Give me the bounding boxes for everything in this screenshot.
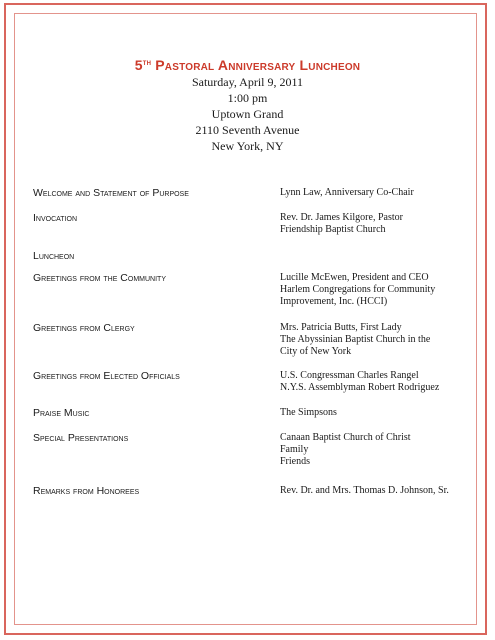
program-item-participants (280, 212, 470, 236)
program-item-participants (280, 370, 470, 394)
participant-line: Lynn Law, Anniversary Co-Chair (280, 187, 414, 198)
participant-line: City of New York (280, 346, 352, 357)
participant-line: Lucille McEwen, President and CEO (280, 272, 429, 283)
event-venue: Uptown Grand (211, 107, 284, 121)
participant-line: U.S. Congressman Charles Rangel (280, 370, 419, 381)
program-item-label: Welcome and Statement of Purpose (33, 187, 189, 199)
event-street: 2110 Seventh Avenue (195, 123, 300, 137)
program-item-participants (280, 272, 470, 308)
participant-line: Canaan Baptist Church of Christ (280, 432, 411, 443)
participant-line: N.Y.S. Assemblyman Robert Rodriguez (280, 382, 440, 393)
program-item-participants (280, 187, 470, 199)
program-item-label: Praise Music (33, 407, 90, 419)
participant-line: Family (280, 444, 309, 455)
title-ordinal-suffix: th (142, 58, 152, 67)
program-item-label: Greetings from the Community (33, 272, 166, 284)
program-item-label: Special Presentations (33, 432, 129, 444)
participant-line: Friendship Baptist Church (280, 224, 386, 235)
participant-line: Rev. Dr. and Mrs. Thomas D. Johnson, Sr. (280, 485, 449, 496)
program-item-label: Luncheon (33, 250, 75, 262)
participant-line: Rev. Dr. James Kilgore, Pastor (280, 212, 403, 223)
title-ordinal: 5 (134, 57, 143, 73)
program-item-label: Greetings from Elected Officials (33, 370, 180, 382)
program-item-participants (280, 432, 470, 468)
program-item-label: Remarks from Honorees (33, 485, 140, 497)
participant-line: The Simpsons (280, 407, 337, 418)
participant-line: The Abyssinian Baptist Church in the (280, 334, 431, 345)
title-text: Pastoral Anniversary Luncheon (151, 57, 361, 73)
program-item-participants (280, 407, 470, 419)
program-item-participants (280, 322, 470, 358)
program-item-label: Greetings from Clergy (33, 322, 135, 334)
participant-line: Mrs. Patricia Butts, First Lady (280, 322, 402, 333)
program-item-participants (280, 485, 470, 497)
participant-line: Improvement, Inc. (HCCI) (280, 296, 388, 307)
participant-line: Friends (280, 456, 310, 467)
event-date: Saturday, April 9, 2011 (191, 75, 304, 89)
event-city: New York, NY (211, 139, 284, 153)
page-title (0, 57, 495, 73)
participant-line: Harlem Congregations for Community (280, 284, 436, 295)
event-time: 1:00 pm (227, 91, 268, 105)
program-item-label: Invocation (33, 212, 78, 224)
